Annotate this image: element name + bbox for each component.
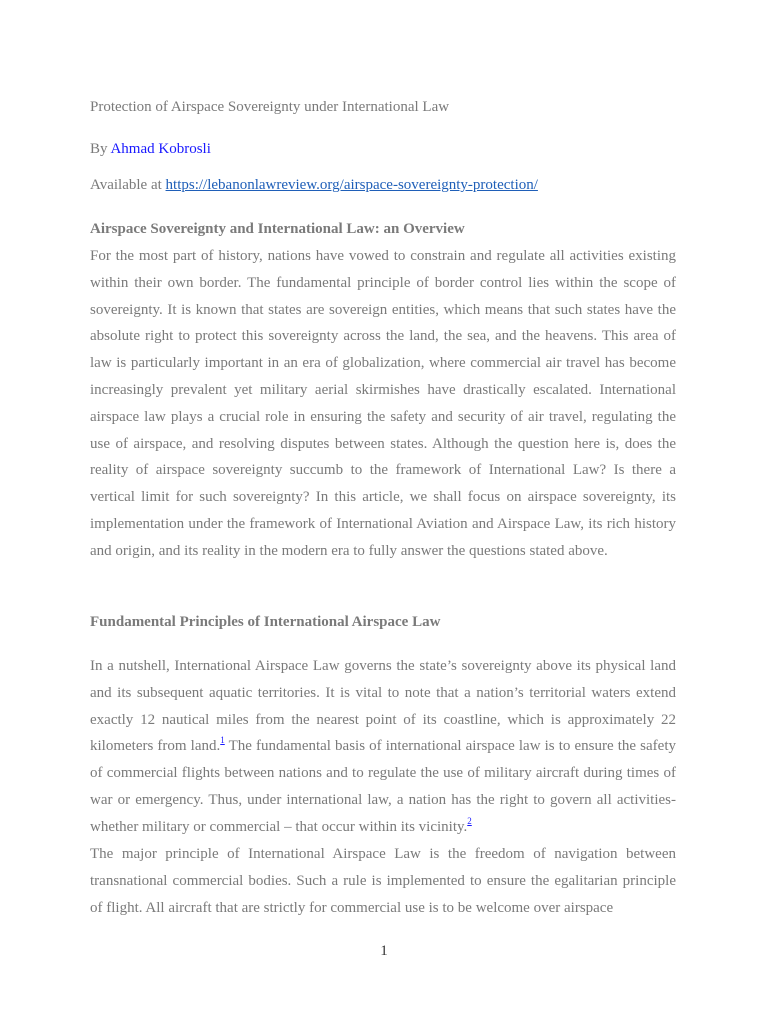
source-url-link[interactable]: https://lebanonlawreview.org/airspace-sovereignty-protection/ xyxy=(165,177,538,193)
section-paragraph-navigation: The major principle of International Airspace Law is the freedom of navigation between transnational commercial bodies. Such a rule is implemented to ensure the egalitarian principle of flight. All aircraft that are strictly for commercial use is to be welcome over airspace xyxy=(90,846,676,916)
section-heading-overview: Airspace Sovereignty and International Law: an Overview xyxy=(90,221,465,237)
availability-line xyxy=(90,175,538,195)
byline-prefix: By xyxy=(90,141,108,157)
footnote-ref-2 xyxy=(467,813,472,827)
document-title: Protection of Airspace Sovereignty under International Law xyxy=(90,99,450,115)
page-number: 1 xyxy=(380,943,388,959)
section-paragraph-overview: For the most part of history, nations have vowed to constrain and regulate all activities existing within their own border. The fundamental principle of border control lies within the scope of sovereignty. It is known that states are sovereign entities, which means that such states have the absolute right to protect this sovereignty across the land, the sea, and the heavens. This area of law is particularly important in an era of globalization, where commercial air travel has become increasingly prevalent yet military aerial skirmishes have drastically escalated. International airspace law plays a crucial role in ensuring the safety and security of air travel, regulating the use of airspace, and resolving disputes between states. Although the question here is, does the reality of airspace sovereignty succumb to the framework of International Law? Is there a vertical limit for such sovereignty? In this article, we shall focus on airspace sovereignty, its implementation under the framework of International Aviation and Airspace Law, its rich history and origin, and its reality in the modern era to fully answer the questions stated above. xyxy=(90,248,676,559)
author-link[interactable]: Ahmad Kobrosli xyxy=(110,141,211,157)
paragraph-text-part1: In a nutshell, International Airspace Law governs the state’s sovereignty above its physical land and its subsequent aquatic territories. It is vital to note that a nation’s territorial waters extend exactly 12 nautical miles from the nearest point of its coastline, which is approximately 22 kilometers from land. xyxy=(90,658,676,755)
section-heading-principles: Fundamental Principles of International Airspace Law xyxy=(90,614,441,630)
byline xyxy=(90,139,211,159)
footnote-link-2[interactable]: 2 xyxy=(467,815,472,826)
paragraph-text-part2: The fundamental basis of international airspace law is to ensure the safety of commercial flights between nations and to regulate the use of military aircraft during times of war or emergency. Thus, under international law, a nation has the right to govern all activities- whether military or commercial – that occur within its vicinity. xyxy=(90,738,676,835)
footnote-link-1[interactable]: 1 xyxy=(220,735,225,746)
availability-prefix: Available at xyxy=(90,177,162,193)
section-paragraph-principles xyxy=(90,653,676,841)
